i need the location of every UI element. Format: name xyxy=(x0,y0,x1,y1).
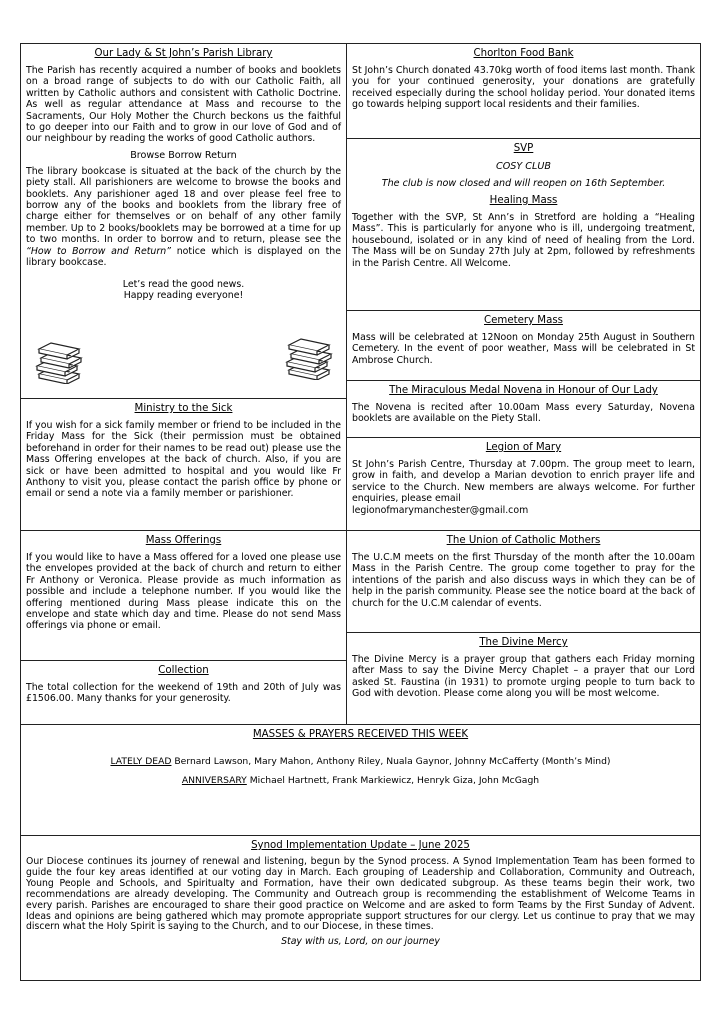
ucm-title: The Union of Catholic Mothers xyxy=(446,535,601,546)
synod-section xyxy=(20,835,701,981)
food-bank-title: Chorlton Food Bank xyxy=(473,48,574,59)
library-body xyxy=(26,166,341,269)
book-stack-icon xyxy=(283,336,335,380)
lately-dead-label: LATELY DEAD xyxy=(110,756,172,767)
library-title: Our Lady & St John’s Parish Library xyxy=(94,48,273,59)
legion-section xyxy=(346,437,701,531)
mass-offerings-title: Mass Offerings xyxy=(145,535,222,546)
svp-title: SVP xyxy=(513,143,534,154)
book-stack-icon xyxy=(33,340,85,384)
lately-dead-names: Bernard Lawson, Mary Mahon, Anthony Riley, Nuala Gaynor, Johnny McCafferty (Month’s Mind) xyxy=(174,756,611,767)
library-body-start: The library bookcase is situated at the back of the church by the piety stall. All parishioners are welcome to browse the books and booklets. Any parishioner aged 18 and over please feel free to borrow any of the books and booklets from the library free of charge either for themselves or on behalf of any other family member. Up to 2 books/booklets may be borrowed at a time for up to two months. In order to borrow and to return, please see the xyxy=(26,165,341,246)
library-closing xyxy=(26,279,341,302)
legion-email-link[interactable]: legionofmarymanchester@gmail.com xyxy=(352,504,529,516)
library-closing-line2: Happy reading everyone! xyxy=(123,289,244,301)
masses-prayers-section xyxy=(20,724,701,836)
synod-title: Synod Implementation Update – June 2025 xyxy=(251,840,470,851)
library-body-end: notice which is displayed on the library bookcase. xyxy=(26,245,342,269)
svp-subheading: COSY CLUB xyxy=(496,161,551,172)
masses-title: MASSES & PRAYERS RECEIVED THIS WEEK xyxy=(252,729,469,740)
collection-body: The total collection for the weekend of 19th and 20th of July was £1506.00. Many thanks for your generosity. xyxy=(26,682,341,705)
cemetery-title: Cemetery Mass xyxy=(484,315,563,326)
synod-body: Our Diocese continues its journey of renewal and listening, begun by the Synod process. A Synod Implementation Team has been formed to guide the four key areas identified at our voting day in March. Each grouping of Leadership and Collaboration, Community and Outreach, Young People and Schools, and Spiritualty and Formation, have their own dedicated subgroup. As these teams begin their work, two recommendations are already developing. The Community and Outreach group is recommending the establishment of Welcome Teams in every parish. Parishes are encouraged to share their good practice on Welcome and are asked to form Teams by the First Sunday of Advent. Ideas and opinions are being gathered which may promote appropriate support structures for our clergy. Let us continue to pray that we may discern what the Holy Spirit is saying to the Church, and to our Diocese, in these times. xyxy=(26,856,695,933)
library-section xyxy=(20,43,347,399)
cemetery-body: Mass will be celebrated at 12Noon on Monday 25th August in Southern Cemetery. In the event of poor weather, Mass will be celebrated in St Ambrose Church. xyxy=(352,332,695,366)
divine-mercy-section xyxy=(346,632,701,725)
library-subheading: Browse Borrow Return xyxy=(130,149,237,161)
anniversary-label: ANNIVERSARY xyxy=(181,775,247,787)
legion-title: Legion of Mary xyxy=(485,442,562,453)
synod-closing: Stay with us, Lord, on our journey xyxy=(281,936,440,948)
novena-title: The Miraculous Medal Novena in Honour of Our Lady xyxy=(389,385,658,396)
food-bank-section xyxy=(346,43,701,139)
novena-section xyxy=(346,380,701,438)
ministry-sick-body: If you wish for a sick family member or friend to be included in the Friday Mass for the Sick (their permission must be obtained beforehand in order for their names to be read out) please use the Mass Offering envelopes at the back of church. Also, if you are sick or have been admitted to hospital and you would like Fr Anthony to visit you, please contact the parish office by phone or email or send a note via a family member or parishioner. xyxy=(26,420,341,500)
divine-mercy-body: The Divine Mercy is a prayer group that gathers each Friday morning after Mass to say the Divine Mercy Chaplet – a prayer that our Lord asked St. Faustina (in 1931) to promote urging people to turn back to God with devotion. Please come along you will be most welcome. xyxy=(352,654,695,700)
library-closing-line1: Let’s read the good news. xyxy=(122,278,245,290)
anniversary-line xyxy=(26,775,695,786)
ministry-sick-title: Ministry to the Sick xyxy=(134,403,233,414)
healing-mass-title: Healing Mass xyxy=(489,195,558,206)
lately-dead-line xyxy=(26,756,695,767)
ucm-section xyxy=(346,530,701,633)
ministry-sick-section xyxy=(20,398,347,531)
library-intro: The Parish has recently acquired a number of books and booklets on a broad range of subjects to do with our Catholic Faith, all written by Catholic authors and consistent with Catholic Doctrine. As well as regular attendance at Mass and recourse to the Sacraments, Our Holy Mother the Church beckons us the faithful to go deeper into our Faith and to grow in our love of God and of our neighbour by reading the works of good Catholic authors. xyxy=(26,65,341,145)
ucm-body: The U.C.M meets on the first Thursday of the month after the 10.00am Mass in the Parish Centre. The group come together to pray for the intentions of the parish and also discuss ways in which they can be of help in the parish community. Please see the notice board at the back of church for the U.C.M calendar of events. xyxy=(352,552,695,609)
collection-title: Collection xyxy=(158,665,209,676)
collection-section xyxy=(20,660,347,725)
legion-body: St John’s Parish Centre, Thursday at 7.00pm. The group meet to learn, grow in faith, and develop a Marian devotion to enrich prayer life and service to the Church. New members are always welcome. For further enquiries, please email xyxy=(352,459,695,505)
anniversary-names: Michael Hartnett, Frank Markiewicz, Henryk Giza, John McGagh xyxy=(249,775,540,787)
svp-notice: The club is now closed and will reopen on 16th September. xyxy=(381,178,666,189)
food-bank-body: St John’s Church donated 43.70kg worth of food items last month. Thank you for your continued generosity, your donations are gratefully received especially during the school holiday period. Your donated items go towards helping support local residents and their families. xyxy=(352,65,695,111)
cemetery-section xyxy=(346,310,701,381)
divine-mercy-title: The Divine Mercy xyxy=(479,637,568,648)
novena-body: The Novena is recited after 10.00am Mass every Saturday, Novena booklets are available on the Piety Stall. xyxy=(352,402,695,425)
mass-offerings-body: If you would like to have a Mass offered for a loved one please use the envelopes provided at the back of church and return to either Fr Anthony or Veronica. Please provide as much information as possible and include a telephone number. If you would like the offering mentioned during Mass please indicate this on the envelope and state which day and time. Please do not send Mass offerings via phone or email. xyxy=(26,552,341,632)
library-body-italic: “How to Borrow and Return” xyxy=(26,245,172,257)
svp-section xyxy=(346,138,701,311)
mass-offerings-section xyxy=(20,530,347,661)
healing-mass-body: Together with the SVP, St Ann’s in Stretford are holding a “Healing Mass”. This is particularly for anyone who is ill, undergoing treatment, housebound, isolated or in any kind of need of healing from the Lord. The Mass will be on Sunday 27th July at 2pm, followed by refreshments in the Parish Centre. All Welcome. xyxy=(352,212,695,269)
